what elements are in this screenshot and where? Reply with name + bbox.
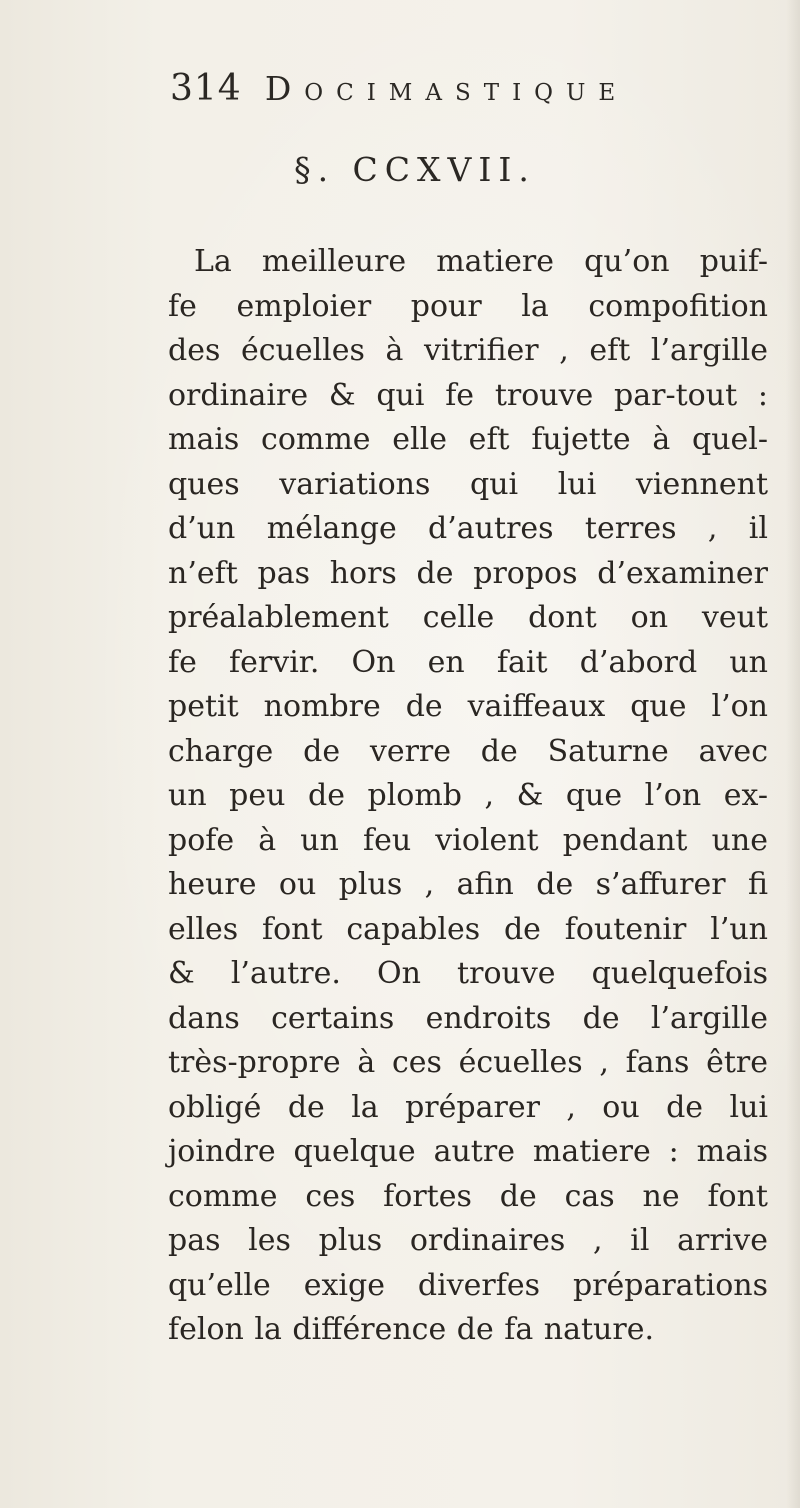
text-line: charge de verre de Saturne avec <box>168 733 768 769</box>
section-heading: §. CCXVII. <box>294 150 536 189</box>
text-line: joindre quelque autre matiere : mais <box>168 1134 768 1169</box>
text-line: felon la différence de fa nature. <box>168 1312 654 1347</box>
page-number: 314 <box>170 68 242 109</box>
text-line: pofe à un feu violent pendant une <box>168 822 768 858</box>
text-line: fe emploier pour la compofition <box>168 288 768 324</box>
text-line: ordinaire & qui fe trouve par-tout : <box>168 377 768 413</box>
text-line: ques variations qui lui viennent <box>168 466 768 502</box>
text-line: fe fervir. On en fait d’abord un <box>168 644 768 680</box>
text-line: d’un mélange d’autres terres , il <box>168 511 768 546</box>
text-line: préalablement celle dont on veut <box>168 600 768 635</box>
text-line: très-propre à ces écuelles , fans être <box>168 1045 768 1080</box>
body-paragraph <box>168 240 768 1353</box>
text-line: un peu de plomb , & que l’on ex- <box>168 778 768 813</box>
text-line: obligé de la préparer , ou de lui <box>168 1089 768 1125</box>
text-line: n’eft pas hors de propos d’examiner <box>168 555 768 591</box>
text-line: & l’autre. On trouve quelquefois <box>168 956 768 991</box>
text-line: elles font capables de foutenir l’un <box>168 911 768 947</box>
text-line: petit nombre de vaiffeaux que l’on <box>168 689 768 724</box>
text-line: heure ou plus , afin de s’affurer fi <box>168 867 768 902</box>
text-line: dans certains endroits de l’argille <box>168 1000 768 1036</box>
text-line: La meilleure matiere qu’on puif- <box>194 244 768 279</box>
running-head <box>170 68 770 109</box>
page-edge-shadow <box>786 0 800 1508</box>
running-title: Docimastique <box>264 69 629 108</box>
text-line: pas les plus ordinaires , il arrive <box>168 1223 768 1258</box>
text-line: des écuelles à vitrifier , eft l’argille <box>168 333 768 368</box>
text-line: comme ces fortes de cas ne font <box>168 1178 768 1214</box>
text-line: mais comme elle eft fujette à quel- <box>168 422 768 457</box>
text-line: qu’elle exige diverfes préparations <box>168 1267 768 1303</box>
